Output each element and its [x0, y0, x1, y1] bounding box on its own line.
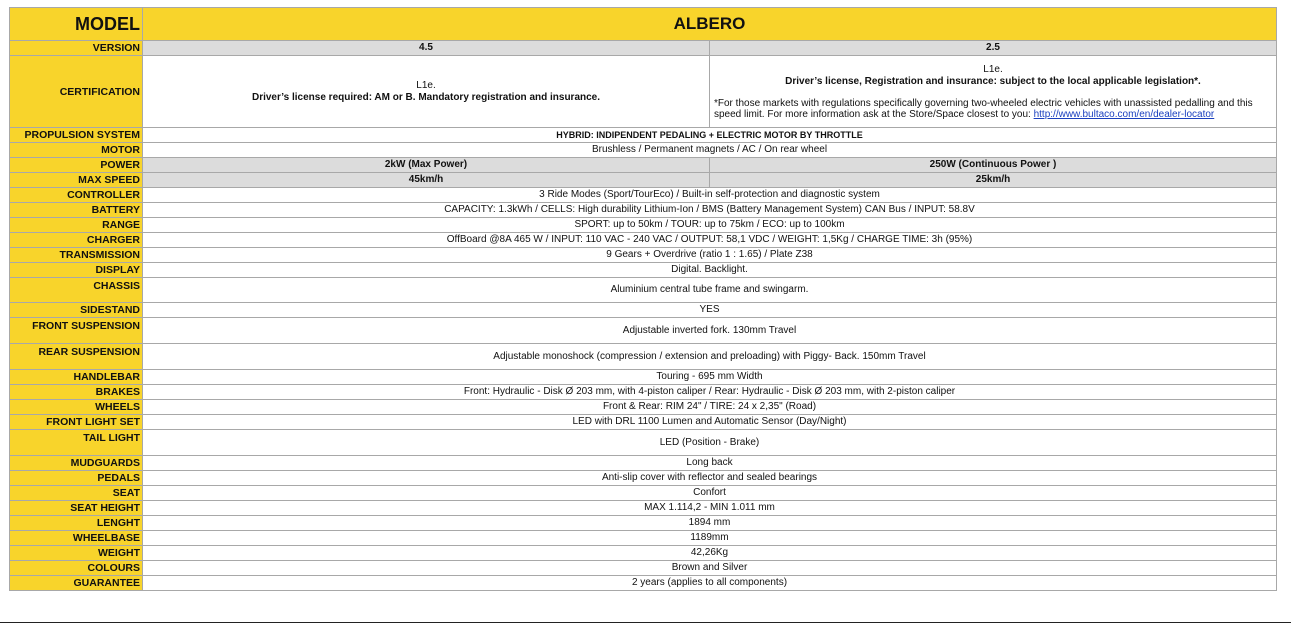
brakes-label: BRAKES — [10, 385, 143, 400]
colours-label: COLOURS — [10, 561, 143, 576]
max-speed-label: MAX SPEED — [10, 173, 143, 188]
page-bottom-border — [0, 622, 1291, 623]
front-light-row — [10, 415, 1277, 430]
wheels-value: Front & Rear: RIM 24" / TIRE: 24 x 2,35" (Road) — [143, 400, 1277, 415]
length-row — [10, 516, 1277, 531]
front-light-label: FRONT LIGHT SET — [10, 415, 143, 430]
chassis-label: CHASSIS — [10, 278, 143, 303]
spec-table — [9, 7, 1277, 591]
weight-value: 42,26Kg — [143, 546, 1277, 561]
range-label: RANGE — [10, 218, 143, 233]
certification-v1-line2: Driver’s license required: AM or B. Mandatory registration and insurance. — [251, 91, 601, 103]
pedals-row — [10, 471, 1277, 486]
battery-row — [10, 203, 1277, 218]
charger-label: CHARGER — [10, 233, 143, 248]
guarantee-value: 2 years (applies to all components) — [143, 576, 1277, 591]
certification-row — [10, 56, 1277, 128]
handlebar-label: HANDLEBAR — [10, 370, 143, 385]
pedals-label: PEDALS — [10, 471, 143, 486]
seat-value: Confort — [143, 486, 1277, 501]
certification-v1-line1: L1e. — [416, 79, 436, 91]
propulsion-label: PROPULSION SYSTEM — [10, 128, 143, 143]
seat-height-row — [10, 501, 1277, 516]
battery-value: CAPACITY: 1.3kWh / CELLS: High durability Lithium-Ion / BMS (Battery Management System) CAN Bus / INPUT: 58.8V — [143, 203, 1277, 218]
sidestand-row — [10, 303, 1277, 318]
display-row — [10, 263, 1277, 278]
tail-light-row — [10, 430, 1277, 456]
handlebar-value: Touring - 695 mm Width — [143, 370, 1277, 385]
max-speed-v1: 45km/h — [143, 173, 710, 188]
propulsion-value: HYBRID: INDIPENDENT PEDALING + ELECTRIC MOTOR BY THROTTLE — [143, 128, 1277, 143]
certification-v2-line2: Driver’s license, Registration and insurance: subject to the local applicable legislation*. — [785, 75, 1201, 87]
front-light-value: LED with DRL 1100 Lumen and Automatic Sensor (Day/Night) — [143, 415, 1277, 430]
power-label: POWER — [10, 158, 143, 173]
certification-v1 — [143, 56, 710, 128]
power-v1: 2kW (Max Power) — [143, 158, 710, 173]
wheels-label: WHEELS — [10, 400, 143, 415]
guarantee-row — [10, 576, 1277, 591]
tail-light-label: TAIL LIGHT — [10, 430, 143, 456]
charger-value: OffBoard @8A 465 W / INPUT: 110 VAC - 240 VAC / OUTPUT: 58,1 VDC / WEIGHT: 1,5Kg / CHARGE TIME: 3h (95%) — [143, 233, 1277, 248]
seat-label: SEAT — [10, 486, 143, 501]
seat-row — [10, 486, 1277, 501]
certification-v2 — [710, 56, 1277, 128]
version-v2: 2.5 — [710, 41, 1277, 56]
motor-value: Brushless / Permanent magnets / AC / On rear wheel — [143, 143, 1277, 158]
certification-note — [714, 98, 1272, 120]
transmission-value: 9 Gears + Overdrive (ratio 1 : 1.65) / Plate Z38 — [143, 248, 1277, 263]
front-suspension-row — [10, 318, 1277, 344]
rear-suspension-value: Adjustable monoshock (compression / extension and preloading) with Piggy- Back. 150mm Travel — [143, 344, 1277, 370]
weight-label: WEIGHT — [10, 546, 143, 561]
front-suspension-value: Adjustable inverted fork. 130mm Travel — [143, 318, 1277, 344]
model-label: MODEL — [10, 8, 143, 41]
range-row — [10, 218, 1277, 233]
motor-label: MOTOR — [10, 143, 143, 158]
wheelbase-label: WHEELBASE — [10, 531, 143, 546]
length-label: LENGHT — [10, 516, 143, 531]
transmission-row — [10, 248, 1277, 263]
battery-label: BATTERY — [10, 203, 143, 218]
colours-row — [10, 561, 1277, 576]
mudguards-value: Long back — [143, 456, 1277, 471]
certification-v2-line1: L1e. — [983, 63, 1003, 75]
weight-row — [10, 546, 1277, 561]
version-v1: 4.5 — [143, 41, 710, 56]
front-suspension-label: FRONT SUSPENSION — [10, 318, 143, 344]
rear-suspension-row — [10, 344, 1277, 370]
controller-label: CONTROLLER — [10, 188, 143, 203]
pedals-value: Anti-slip cover with reflector and sealed bearings — [143, 471, 1277, 486]
transmission-label: TRANSMISSION — [10, 248, 143, 263]
brakes-value: Front: Hydraulic - Disk Ø 203 mm, with 4-piston caliper / Rear: Hydraulic - Disk Ø 203 mm, with 2-piston caliper — [143, 385, 1277, 400]
version-row — [10, 41, 1277, 56]
certification-note-text: *For those markets with regulations specifically governing two-wheeled electric vehicles with unassisted pedalling and this speed limit. For more information ask at the Store/Space closest to you: — [714, 97, 1253, 120]
tail-light-value: LED (Position - Brake) — [143, 430, 1277, 456]
chassis-row — [10, 278, 1277, 303]
wheelbase-row — [10, 531, 1277, 546]
length-value: 1894 mm — [143, 516, 1277, 531]
version-label: VERSION — [10, 41, 143, 56]
mudguards-row — [10, 456, 1277, 471]
rear-suspension-label: REAR SUSPENSION — [10, 344, 143, 370]
handlebar-row — [10, 370, 1277, 385]
power-v2: 250W (Continuous Power ) — [710, 158, 1277, 173]
controller-value: 3 Ride Modes (Sport/TourEco) / Built-in self-protection and diagnostic system — [143, 188, 1277, 203]
display-value: Digital. Backlight. — [143, 263, 1277, 278]
colours-value: Brown and Silver — [143, 561, 1277, 576]
guarantee-label: GUARANTEE — [10, 576, 143, 591]
chassis-value: Aluminium central tube frame and swingarm. — [143, 278, 1277, 303]
mudguards-label: MUDGUARDS — [10, 456, 143, 471]
power-row — [10, 158, 1277, 173]
range-value: SPORT: up to 50km / TOUR: up to 75km / ECO: up to 100km — [143, 218, 1277, 233]
motor-row — [10, 143, 1277, 158]
sidestand-label: SIDESTAND — [10, 303, 143, 318]
charger-row — [10, 233, 1277, 248]
sidestand-value: YES — [143, 303, 1277, 318]
dealer-locator-link[interactable]: http://www.bultaco.com/en/dealer-locator — [1033, 108, 1215, 120]
certification-label: CERTIFICATION — [10, 56, 143, 128]
seat-height-value: MAX 1.114,2 - MIN 1.011 mm — [143, 501, 1277, 516]
max-speed-row — [10, 173, 1277, 188]
controller-row — [10, 188, 1277, 203]
brakes-row — [10, 385, 1277, 400]
propulsion-row — [10, 128, 1277, 143]
display-label: DISPLAY — [10, 263, 143, 278]
seat-height-label: SEAT HEIGHT — [10, 501, 143, 516]
max-speed-v2: 25km/h — [710, 173, 1277, 188]
model-name: ALBERO — [143, 8, 1277, 41]
wheelbase-value: 1189mm — [143, 531, 1277, 546]
model-row — [10, 8, 1277, 41]
wheels-row — [10, 400, 1277, 415]
